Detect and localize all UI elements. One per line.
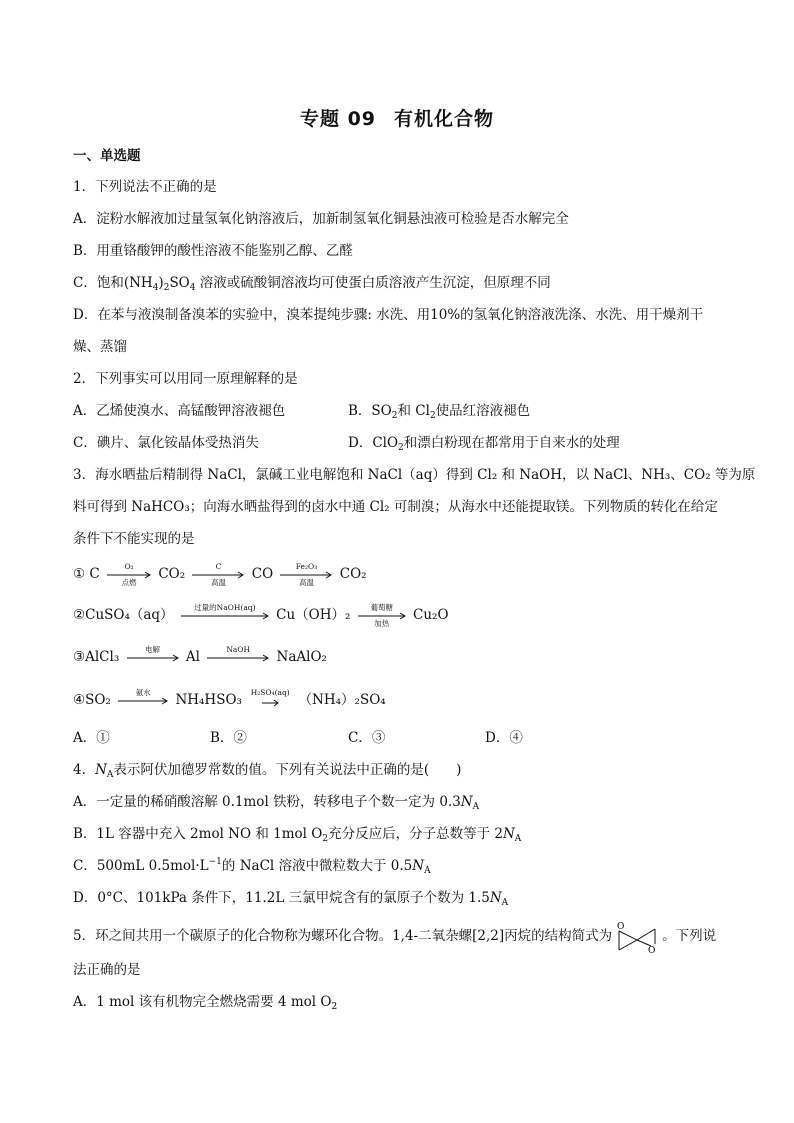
q3-reaction-2: ②CuSO₄（aq） 过量的NaOH(aq) Cu（OH）₂ 葡萄糖 加热 Cu₂O xyxy=(73,602,449,628)
reaction-arrow: 电解 xyxy=(126,646,180,670)
q1-option-d-line2: 燥、蒸馏 xyxy=(73,339,127,355)
reaction-arrow: 氨水 xyxy=(117,689,169,713)
title-prefix: 专题 09 xyxy=(299,108,377,130)
q3-stem-line1: 3．海水晒盐后精制得 NaCl，氯碱工业电解饱和 NaCl（aq）得到 Cl₂ 和 NaOH，以 NaCl、NH₃、CO₂ 等为原 xyxy=(73,467,756,483)
q4-option-a: A．一定量的稀硝酸溶解 0.1mol 铁粉，转移电子个数一定为 $0.3N_A$ xyxy=(73,794,480,812)
spiro-structure-diagram xyxy=(615,920,659,954)
q3-stem-line2: 料可得到 NaHCO₃；向海水晒盐得到的卤水中通 Cl₂ 可制溴；从海水中还能提取镁。下列物质的转化在给定 xyxy=(73,499,718,515)
q3-reaction-4: ④SO₂ 氨水 NH₄HSO₃ H₂SO₄(aq) （NH₄）₂SO₄ xyxy=(73,688,386,713)
q1-option-c: C．饱和$(NH_4)_2SO_4$ 溶液或硫酸铜溶液均可使蛋白质溶液产生沉淀，但原理不同 xyxy=(73,275,551,293)
q4-stem: 4．$N_A$表示阿伏加德罗常数的值。下列有关说法中正确的是( ) xyxy=(73,762,462,780)
svg-text:O: O xyxy=(648,945,656,954)
q1-option-d-line1: D．在苯与液溴制备溴苯的实验中，溴苯提纯步骤: 水洗、用10%的氢氧化钠溶液洗涤、水洗、用干燥剂干 xyxy=(73,307,704,323)
q5-stem-line2: 法正确的是 xyxy=(73,962,141,978)
reaction-arrow: 葡萄糖 加热 xyxy=(357,604,407,628)
reaction-arrow: 过量的NaOH(aq) xyxy=(180,604,270,628)
reaction-arrow: O₂ 点燃 xyxy=(106,563,152,587)
q4-option-b: B．1L 容器中充入 2mol NO 和 1mol $O_2$充分反应后，分子总数等于 $2N_A$ xyxy=(73,826,522,844)
svg-text:O: O xyxy=(617,921,625,932)
section-heading: 一、单选题 xyxy=(73,148,141,164)
reaction-arrow: Fe₂O₃ 高温 xyxy=(279,563,333,587)
q3-reaction-3: ③AlCl₃ 电解 Al NaOH NaAlO₂ xyxy=(73,645,327,670)
title-name: 有机化合物 xyxy=(394,108,495,130)
reaction-arrow: C 高温 xyxy=(191,563,245,587)
q2-stem: 2．下列事实可以用同一原理解释的是 xyxy=(73,371,298,387)
q5-option-a: A．1 mol 该有机物完全燃烧需要 4 mol $O_2$ xyxy=(73,994,338,1012)
q1-option-b: B．用重铬酸钾的酸性溶液不能鉴别乙醇、乙醛 xyxy=(73,243,353,259)
reaction-arrow: NaOH xyxy=(206,646,270,670)
q2-option-d: D．ClO$_2$和漂白粉现在都常用于自来水的处理 xyxy=(348,435,620,453)
q3-option-a: A．① xyxy=(73,730,110,746)
q2-option-a: A．乙烯使溴水、高锰酸钾溶液褪色 xyxy=(73,403,286,419)
page-title xyxy=(0,104,794,131)
q3-stem-line3: 条件下不能实现的是 xyxy=(73,531,195,547)
q3-option-c: C．③ xyxy=(348,730,386,746)
q1-stem: 1．下列说法不正确的是 xyxy=(73,179,217,195)
q4-option-c: C．500mL $0.5mol\cdot L^{-1}$的 NaCl 溶液中微粒数大于 $0.5N_A$ xyxy=(73,857,431,876)
q1-option-a: A．淀粉水解液加过量氢氧化钠溶液后，加新制氢氧化铜悬浊液可检验是否水解完全 xyxy=(73,211,569,227)
q3-reaction-1: ① C O₂ 点燃 CO₂ C 高温 CO Fe₂O₃ 高温 CO₂ xyxy=(73,561,367,587)
q3-option-b: B．② xyxy=(210,730,247,746)
q5-stem-line1: 5．环之间共用一个碳原子的化合物称为螺环化合物。1,4-二氧杂螺[2,2]丙烷的结构简式为 O O 。下列说 xyxy=(73,921,717,954)
q4-option-d: D．0°C、101kPa 条件下，11.2L 三氯甲烷含有的氯原子个数为 $1.5N_A$ xyxy=(73,890,509,908)
q3-option-d: D．④ xyxy=(485,730,523,746)
q2-option-b: B．$SO_2$和 $Cl_2$使品红溶液褪色 xyxy=(348,403,531,421)
q2-option-c: C．碘片、氯化铵晶体受热消失 xyxy=(73,435,259,451)
reaction-arrow: H₂SO₄(aq) xyxy=(248,689,292,713)
